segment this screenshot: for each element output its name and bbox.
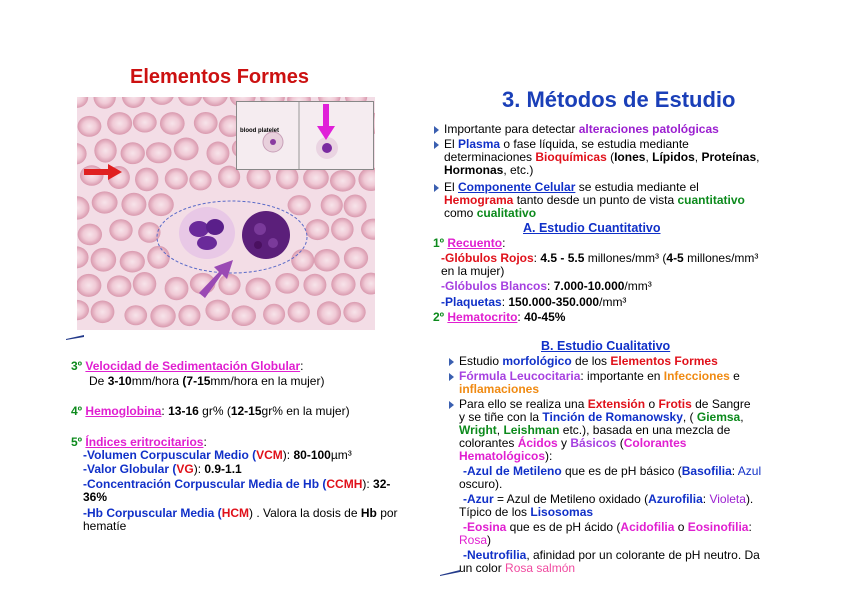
- inset-label: blood platelet: [240, 128, 279, 134]
- red-blood-cell: [194, 112, 218, 134]
- vcm-line: -Volumen Corpuscular Medio (VCM): 80-100µm³: [83, 448, 352, 462]
- red-blood-cell: [288, 195, 311, 215]
- velocidad-heading: 3º Velocidad de Sedimentación Globular:: [71, 359, 304, 373]
- red-blood-cell: [232, 305, 256, 326]
- red-blood-cell: [314, 249, 340, 271]
- bullet-icon: [434, 126, 439, 134]
- red-blood-cell: [92, 191, 118, 213]
- bullet-plasma-1: El Plasma o fase líquida, se estudia mediante: [444, 137, 689, 151]
- azul-metileno-2: oscuro).: [459, 477, 503, 491]
- red-blood-cell: [107, 112, 132, 135]
- bullet-plasma-3: Hormonas, etc.): [444, 163, 534, 177]
- platelet-inset-graphic: [237, 102, 373, 169]
- red-blood-cell: [344, 247, 368, 269]
- red-blood-cell: [77, 116, 101, 137]
- red-blood-cell: [245, 278, 270, 300]
- bullet-morfologico: Estudio morfológico de los Elementos Formes: [459, 354, 718, 368]
- eosina-1: -Eosina que es de pH ácido (Acidofilia o Eosinofilia:: [463, 520, 752, 534]
- bullet-icon: [434, 141, 439, 149]
- hcm-line-2: hematíe: [83, 519, 127, 533]
- section-b-heading: B. Estudio Cualitativo: [541, 339, 671, 353]
- neutrofilia-1: -Neutrofilia, afinidad por un colorante de pH neutro. Da: [463, 548, 760, 562]
- bullet-icon: [449, 373, 454, 381]
- slide-corner-mark: [66, 327, 84, 333]
- red-blood-cell: [165, 168, 188, 189]
- bullet-formula-1: Fórmula Leucocitaria: importante en Infecciones e: [459, 369, 740, 383]
- bullet-extension-3: Wright, Leishman etc.), basada en una mezcla de: [459, 423, 731, 437]
- bullet-extension-5: Hematológicos):: [459, 449, 553, 463]
- red-blood-cell: [174, 138, 199, 161]
- red-blood-cell: [150, 304, 175, 327]
- globulos-rojos-line: -Glóbulos Rojos: 4.5 - 5.5 millones/mm³ (4-5 millones/mm³: [441, 251, 759, 265]
- bullet-componente-3: como cualitativo: [444, 206, 537, 220]
- purple-arrow-icon: [199, 260, 233, 298]
- red-blood-cell: [343, 302, 365, 323]
- bullet-plasma-2: determinaciones Bioquímicas (Iones, Lípidos, Proteínas,: [444, 150, 760, 164]
- azur-2: Típico de los Lisosomas: [459, 505, 594, 519]
- eosina-2: Rosa): [459, 533, 492, 547]
- red-blood-cell: [189, 170, 211, 190]
- bullet-componente-1: El Componente Celular se estudia mediante el: [444, 180, 699, 194]
- red-blood-cell: [147, 246, 170, 269]
- red-blood-cell: [94, 139, 116, 163]
- section-a-heading: A. Estudio Cuantitativo: [523, 221, 661, 235]
- red-blood-cell: [107, 275, 131, 297]
- right-slide-title: 3. Métodos de Estudio: [502, 87, 736, 112]
- red-blood-cell: [160, 112, 185, 135]
- red-arrow-icon: [84, 164, 122, 180]
- bullet-formula-2: inflamaciones: [459, 382, 540, 396]
- bullet-extension-1: Para ello se realiza una Extensión o Frotis de Sangre: [459, 397, 751, 411]
- red-blood-cell: [91, 300, 115, 323]
- red-blood-cell: [121, 193, 146, 216]
- azur-1: -Azur = Azul de Metileno oxidado (Azurofilia: Violeta).: [463, 492, 754, 506]
- red-blood-cell: [77, 274, 101, 297]
- bullet-icon: [449, 358, 454, 366]
- bullet-icon: [434, 184, 439, 192]
- red-blood-cell: [207, 142, 230, 165]
- red-blood-cell: [133, 112, 157, 132]
- vg-line: -Valor Globular (VG): 0.9-1.1: [83, 462, 242, 476]
- red-blood-cell: [303, 167, 329, 190]
- bullet-icon: [449, 401, 454, 409]
- red-blood-cell: [135, 168, 158, 192]
- ccmh-line: -Concentración Corpuscular Media de Hb (CCMH): 32-: [83, 477, 391, 491]
- red-blood-cell: [124, 305, 147, 325]
- bullet-componente-2: Hemograma tanto desde un punto de vista cuantitativo: [444, 193, 745, 207]
- red-blood-cell: [263, 304, 285, 325]
- red-blood-cell: [330, 170, 356, 192]
- red-blood-cell: [288, 301, 310, 322]
- neutrofilia-2: un color Rosa salmón: [459, 561, 576, 575]
- red-blood-cell: [146, 142, 172, 163]
- red-blood-cell: [306, 219, 330, 240]
- bullet-extension-2: y se tiñe con la Tinción de Romanowsky, ( Giemsa,: [459, 410, 744, 424]
- red-blood-cell: [120, 251, 145, 273]
- red-blood-cell: [291, 249, 314, 271]
- globulos-blancos-line: -Glóbulos Blancos: 7.000-10.000/mm³: [441, 279, 652, 293]
- azul-metileno-1: -Azul de Metileno que es de pH básico (Basofilia: Azul: [463, 464, 762, 478]
- bullet-extension-4: colorantes Ácidos y Básicos (Colorantes: [459, 436, 687, 450]
- red-blood-cell: [165, 277, 189, 300]
- hematocrito-line: 2º Hematocrito: 40-45%: [433, 310, 566, 324]
- red-blood-cell: [78, 224, 102, 246]
- magenta-arrow-icon: [317, 104, 335, 140]
- red-blood-cell: [148, 193, 174, 216]
- velocidad-values: De 3-10mm/hora (7-15mm/hora en la mujer): [89, 374, 325, 388]
- red-blood-cell: [275, 273, 299, 294]
- red-blood-cell: [109, 219, 132, 241]
- red-blood-cell: [344, 194, 367, 217]
- red-blood-cell: [331, 273, 355, 296]
- recuento-heading: 1º Recuento:: [433, 236, 506, 250]
- red-blood-cell: [133, 272, 157, 296]
- ccmh-line-2: 36%: [83, 490, 108, 504]
- red-blood-cell: [321, 194, 343, 216]
- red-blood-cell: [303, 274, 326, 296]
- red-blood-cell: [178, 305, 200, 326]
- red-blood-cell: [91, 248, 117, 272]
- indices-heading: 5º Índices eritrocitarios:: [71, 435, 207, 449]
- red-blood-cell: [331, 218, 354, 241]
- red-blood-cell: [121, 142, 145, 164]
- left-slide-title: Elementos Formes: [130, 66, 309, 88]
- slide-corner-mark: [440, 563, 460, 581]
- platelet-inset: [236, 101, 374, 170]
- globulos-rojos-line-2: en la mujer): [441, 264, 505, 278]
- hemoglobina-line: 4º Hemoglobina: 13-16 gr% (12-15gr% en la mujer): [71, 404, 350, 418]
- hcm-line: -Hb Corpuscular Media (HCM) . Valora la dosis de Hb por: [83, 506, 398, 520]
- bullet-importante: Importante para detectar alteraciones patológicas: [444, 122, 719, 136]
- red-blood-cell: [205, 300, 230, 321]
- red-blood-cell: [317, 301, 341, 325]
- plaquetas-line: -Plaquetas: 150.000-350.000/mm³: [441, 295, 627, 309]
